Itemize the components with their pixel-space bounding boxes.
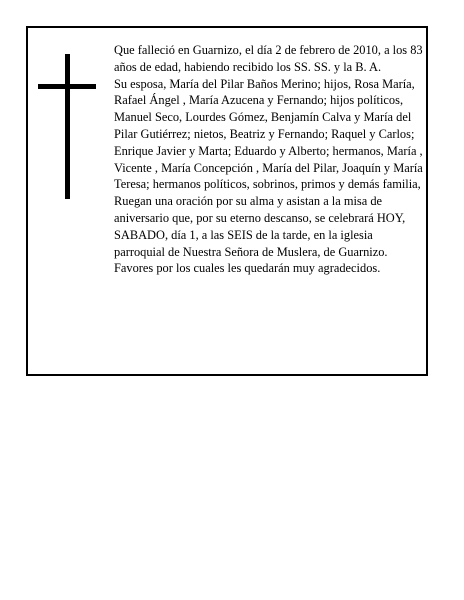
notice-text [114, 42, 424, 277]
cross-horizontal-bar [38, 84, 96, 89]
obituary-notice [26, 26, 428, 376]
notice-intro: Que falleció en Guarnizo, el día 2 de febrero de 2010, a los 83 años de edad, habiendo recibido los SS. SS. y la B. A. [114, 43, 423, 74]
cross-icon [38, 54, 96, 199]
notice-body: Su esposa, María del Pilar Baños Merino; hijos, Rosa María, Rafael Ángel , María Azucena y Fernando; hijos políticos, Manuel Seco, Lourdes Gómez, Benjamín Calva y María del Pilar Gutiérrez; nietos, Beatriz y Fernando; Raquel y Carlos; Enrique Javier y Marta; Eduardo y Alberto; hermanos, María , Vicente , María Concepción , María del Pilar, Joaquín y María Teresa; hermanos políticos, sobrinos, primos y demás familia, Ruegan una oración por su alma y asistan a la misa de aniversario que, por su eterno descanso, se celebrará HOY, SABADO, día 1, a las SEIS de la tarde, en la iglesia parroquial de Nuestra Señora de Muslera, de Guarnizo. Favores por los cuales les quedarán muy agradecidos. [114, 76, 423, 276]
cross-vertical-bar [65, 54, 70, 199]
